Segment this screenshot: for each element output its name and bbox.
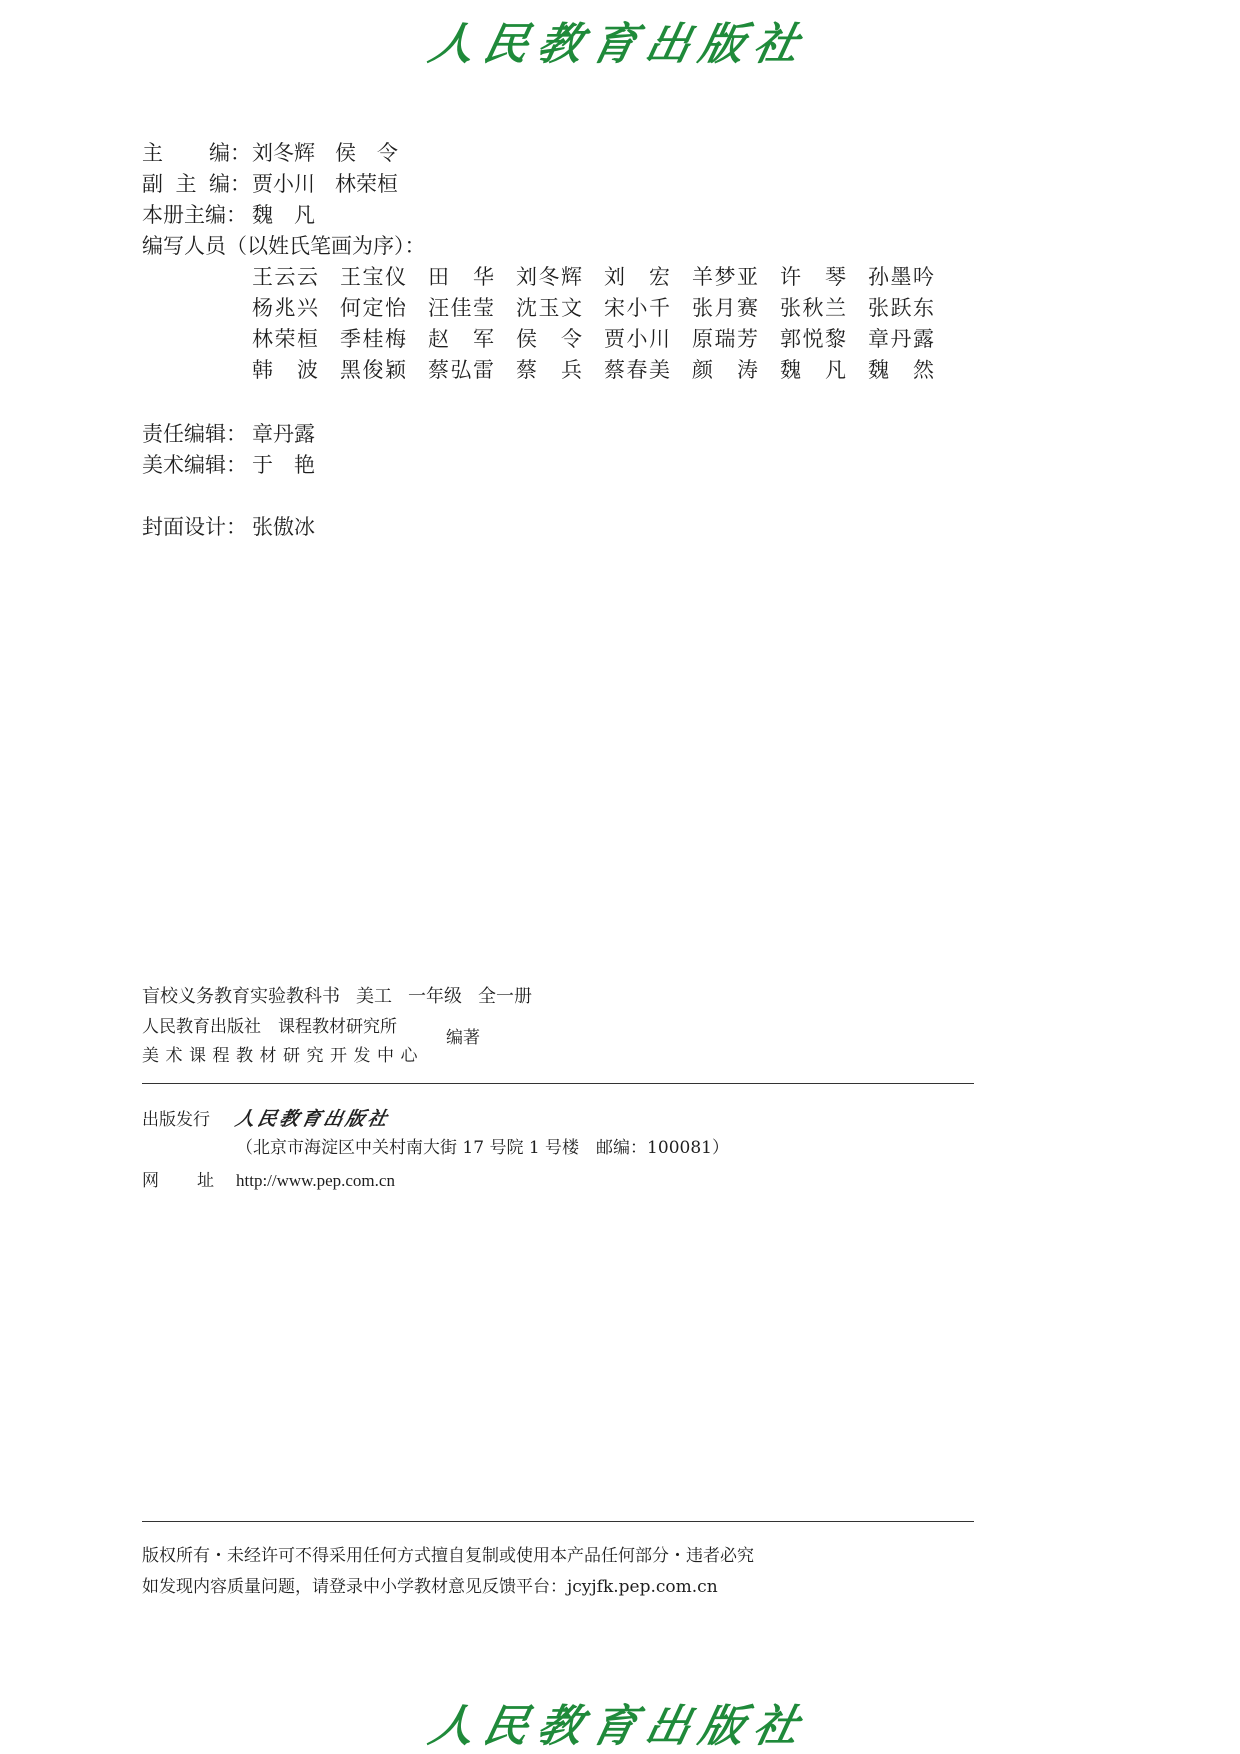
writer-name: 王 宝 仪 — [340, 265, 406, 289]
writer-name: 刘 宏 — [604, 265, 670, 289]
chief-editor-name: 侯 令 — [335, 141, 398, 165]
book-volume: 全一册 — [478, 986, 532, 1007]
art-editor-row — [142, 451, 315, 479]
writer-name: 魏 凡 — [780, 358, 846, 382]
cover-design-label: 封面设计： — [142, 515, 247, 539]
cover-design-row — [142, 513, 315, 541]
publisher-logo-bottom: 人民教育出版社 — [424, 1701, 814, 1752]
writer-name: 王 云 云 — [252, 265, 318, 289]
deputy-editor-row — [142, 170, 418, 198]
writer-name: 张 跃 东 — [868, 296, 934, 320]
book-title-line — [142, 982, 548, 1008]
art-editor-label: 美术编辑： — [142, 453, 247, 477]
responsible-editor-row — [142, 420, 315, 448]
website-row — [142, 1166, 395, 1191]
website-label: 网 址 — [142, 1171, 214, 1191]
art-editor-name: 于 艳 — [252, 453, 315, 477]
deputy-editor-name: 林荣桓 — [335, 172, 398, 196]
book-subject: 美工 — [356, 986, 392, 1007]
writer-name: 沈 玉 文 — [516, 296, 582, 320]
writer-name: 杨 兆 兴 — [252, 296, 318, 320]
book-series-title: 盲校义务教育实验教科书 — [142, 986, 340, 1007]
website-url[interactable]: http://www.pep.com.cn — [236, 1171, 395, 1190]
writers-label: 编写人员（以姓氏笔画为序）： — [142, 234, 426, 258]
publisher-label: 出版发行 — [142, 1110, 210, 1130]
writer-name: 羊 梦 亚 — [692, 265, 758, 289]
deputy-editor-name: 贾小川 — [252, 172, 315, 196]
copyright-notice: 版权所有・未经许可不得采用任何方式擅自复制或使用本产品任何部分・违者必究 — [142, 1546, 754, 1566]
divider — [142, 1083, 974, 1084]
publisher-logo-top: 人民教育出版社 — [424, 19, 814, 70]
writer-name: 宋 小 千 — [604, 296, 670, 320]
writer-name: 颜 涛 — [692, 358, 758, 382]
author-institute-2: 美术课程教材研究开发中心 — [142, 1046, 424, 1066]
writer-name: 汪 佳 莹 — [428, 296, 494, 320]
writer-name: 刘 冬 辉 — [516, 265, 582, 289]
writer-name: 蔡 兵 — [516, 358, 582, 382]
author-role: 编著 — [446, 1028, 480, 1048]
writers-grid — [252, 263, 956, 384]
writer-name: 林 荣 桓 — [252, 327, 318, 351]
writer-name: 黑 俊 颖 — [340, 358, 406, 382]
chief-editor-name: 刘冬辉 — [252, 141, 315, 165]
writer-name: 张 月 赛 — [692, 296, 758, 320]
writer-name: 田 华 — [428, 265, 494, 289]
writer-name: 原 瑞 芳 — [692, 327, 758, 351]
publisher-address: （北京市海淀区中关村南大街 17 号院 1 号楼 邮编：100081） — [236, 1138, 729, 1158]
author-institute-1: 人民教育出版社 课程教材研究所 — [142, 1017, 397, 1037]
divider — [142, 1521, 974, 1522]
responsible-editor-label: 责任编辑： — [142, 422, 247, 446]
writer-name: 季 桂 梅 — [340, 327, 406, 351]
writer-name: 蔡 春 美 — [604, 358, 670, 382]
writer-name: 蔡 弘 雷 — [428, 358, 494, 382]
writer-name: 何 定 怡 — [340, 296, 406, 320]
publisher-logo-small: 人民教育出版社 — [233, 1108, 393, 1130]
cover-design-name: 张傲冰 — [252, 515, 315, 539]
writer-name: 魏 然 — [868, 358, 934, 382]
writer-name: 贾 小 川 — [604, 327, 670, 351]
chief-editor-row — [142, 139, 418, 167]
writer-name: 韩 波 — [252, 358, 318, 382]
volume-editor-row — [142, 201, 335, 229]
feedback-notice: 如发现内容质量问题，请登录中小学教材意见反馈平台：jcyjfk.pep.com.cn — [142, 1577, 718, 1597]
deputy-editor-label: 副 主 编 ： — [142, 172, 251, 196]
volume-editor-name: 魏 凡 — [252, 203, 315, 227]
book-grade: 一年级 — [408, 986, 462, 1007]
publisher-row — [142, 1104, 393, 1131]
volume-editor-label: 本册主编： — [142, 203, 247, 227]
writer-name: 孙 墨 吟 — [868, 265, 934, 289]
chief-editor-label: 主 编 ： — [142, 141, 251, 165]
writer-name: 章 丹 露 — [868, 327, 934, 351]
writer-name: 郭 悦 黎 — [780, 327, 846, 351]
writer-name: 侯 令 — [516, 327, 582, 351]
writer-name: 赵 军 — [428, 327, 494, 351]
writer-name: 张 秋 兰 — [780, 296, 846, 320]
responsible-editor-name: 章丹露 — [252, 422, 315, 446]
writer-name: 许 琴 — [780, 265, 846, 289]
